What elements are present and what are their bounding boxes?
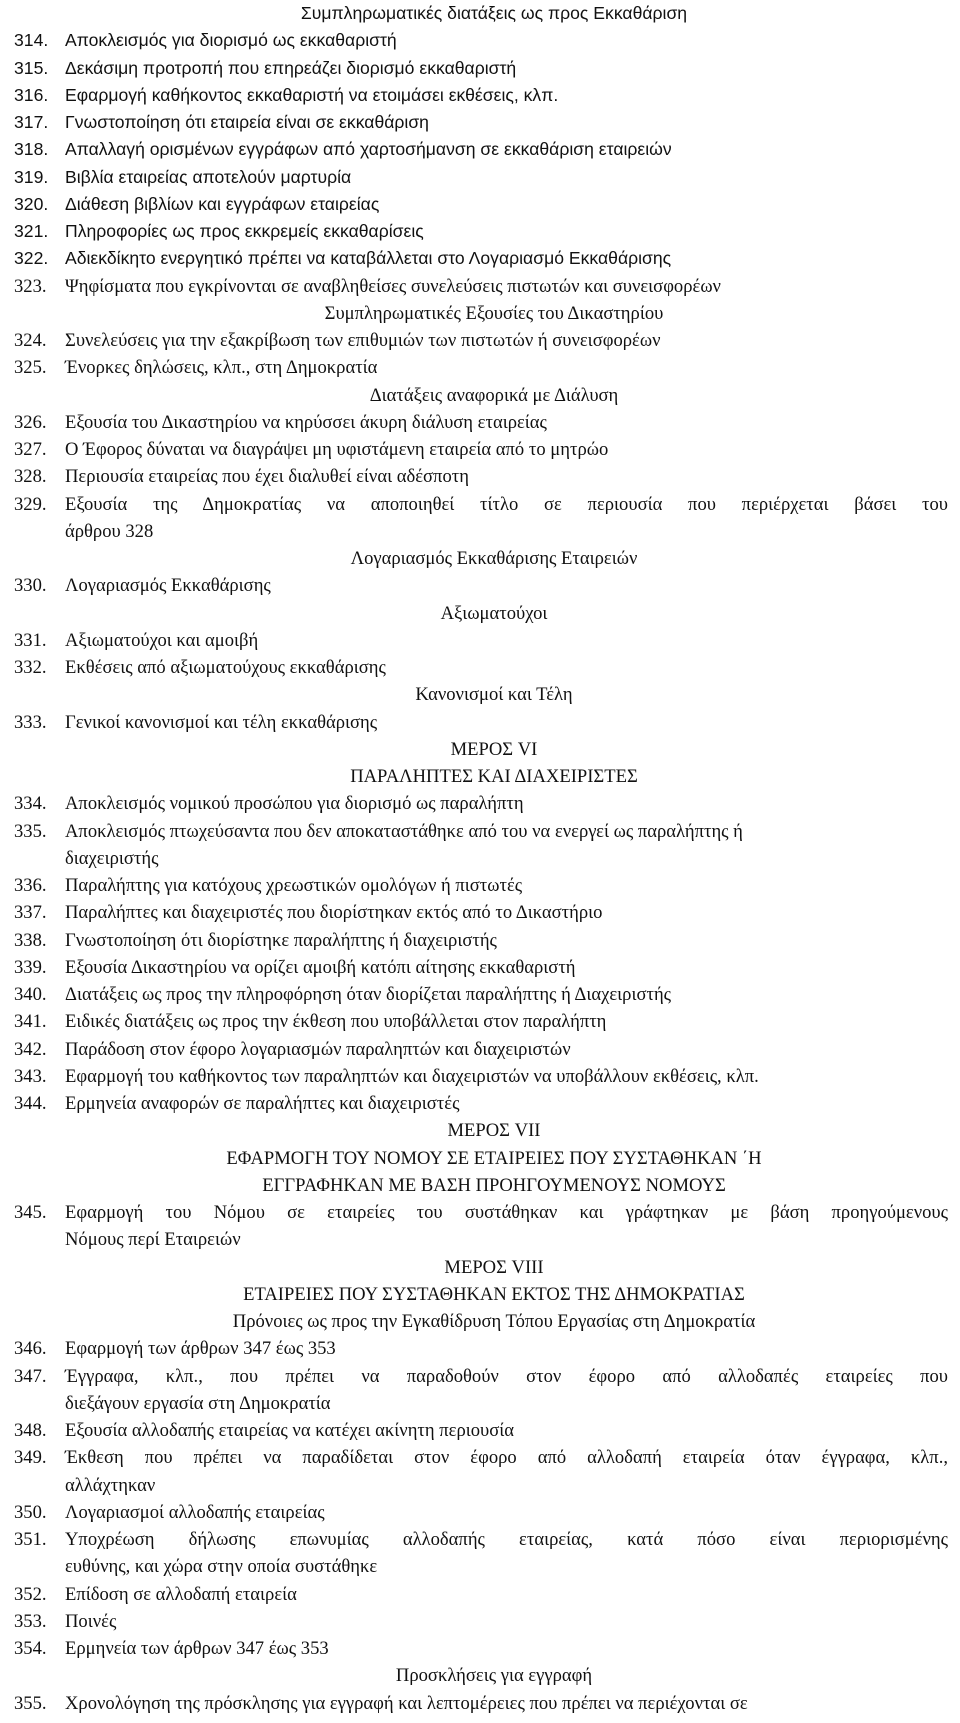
toc-entry bbox=[0, 136, 948, 163]
section-number: 317. bbox=[14, 112, 49, 132]
toc-entry bbox=[0, 954, 948, 981]
section-title: Αξιωματούχοι και αμοιβή bbox=[65, 629, 259, 651]
section-title: Αποκλεισμός πτωχεύσαντα που δεν αποκαταστάθηκε από του να ενεργεί ως παραλήπτης ή bbox=[65, 820, 743, 842]
toc-entry bbox=[0, 1090, 948, 1117]
toc-entry bbox=[0, 463, 948, 490]
section-number: 315. bbox=[14, 57, 49, 78]
section-title-continuation: άρθρου 328 bbox=[65, 520, 154, 542]
section-title: Ερμηνεία των άρθρων 347 έως 353 bbox=[65, 1638, 329, 1659]
section-heading: ΜΕΡΟΣ VI bbox=[450, 738, 538, 760]
section-number: 328. bbox=[14, 466, 47, 488]
section-title: Εξουσία του Δικαστηρίου να κηρύσσει άκυρη διάλυση εταιρείας bbox=[65, 411, 547, 433]
section-heading: ΕΓΓΡΑΦΗΚΑΝ ΜΕ ΒΑΣΗ ΠΡΟΗΓΟΥΜΕΝΟΥΣ ΝΟΜΟΥΣ bbox=[262, 1174, 726, 1196]
section-number: 343. bbox=[14, 1065, 47, 1087]
section-number: 332. bbox=[14, 657, 47, 678]
toc-entry bbox=[0, 1690, 948, 1717]
toc-entry bbox=[0, 899, 948, 926]
section-number: 352. bbox=[14, 1583, 47, 1605]
section-title: Ψηφίσματα που εγκρίνονται σε αναβληθείσες συνελεύσεις πιστωτών και συνεισφορέων bbox=[65, 275, 721, 297]
section-number: 346. bbox=[14, 1338, 47, 1360]
toc-entry bbox=[0, 627, 948, 654]
section-title-continuation: Νόμους περί Εταιρειών bbox=[65, 1229, 241, 1251]
section-title: Απαλλαγή ορισμένων εγγράφων από χαρτοσήμανση σε εκκαθάριση εταιρειών bbox=[65, 139, 672, 160]
section-title: Εφαρμογή του Νόμου σε εταιρείες του συστάθηκαν και γράφτηκαν με βάση προηγούμενους bbox=[65, 1202, 948, 1223]
section-number: 329. bbox=[14, 493, 47, 515]
toc-entry bbox=[0, 981, 948, 1008]
section-number: 322. bbox=[14, 248, 49, 269]
section-title: Εφαρμογή καθήκοντος εκκαθαριστή να ετοιμάσει εκθέσεις, κλπ. bbox=[65, 84, 559, 105]
section-title: Έκθεση που πρέπει να παραδίδεται στον έφορο από αλλοδαπή εταιρεία όταν έγγραφα, κλπ., bbox=[65, 1447, 948, 1469]
section-title: Εξουσία Δικαστηρίου να ορίζει αμοιβή κατόπι αίτησης εκκαθαριστή bbox=[65, 956, 576, 978]
toc-entry bbox=[0, 218, 948, 245]
section-title: Περιουσία εταιρείας που έχει διαλυθεί είναι αδέσποτη bbox=[65, 466, 469, 488]
section-title: Αδιεκδίκητο ενεργητικό πρέπει να καταβάλλεται στο Λογαριασμό Εκκαθάρισης bbox=[65, 248, 672, 269]
toc-entry bbox=[0, 1417, 948, 1444]
toc-entry bbox=[0, 245, 948, 272]
section-title: Εφαρμογή των άρθρων 347 έως 353 bbox=[65, 1338, 336, 1360]
section-number: 335. bbox=[14, 820, 47, 842]
section-number: 341. bbox=[14, 1011, 47, 1033]
section-title-continuation: διαχειριστής bbox=[65, 847, 159, 869]
toc-entry bbox=[0, 27, 948, 54]
section-number: 333. bbox=[14, 711, 47, 733]
section-number: 319. bbox=[14, 166, 49, 187]
section-number: 348. bbox=[14, 1420, 47, 1441]
toc-entry bbox=[0, 818, 948, 845]
section-title-continuation: διεξάγουν εργασία στη Δημοκρατία bbox=[65, 1392, 331, 1414]
section-number: 336. bbox=[14, 875, 47, 896]
section-title: Αποκλεισμός για διορισμό ως εκκαθαριστή bbox=[65, 30, 397, 51]
toc-entry bbox=[0, 1008, 948, 1035]
section-number: 351. bbox=[14, 1529, 47, 1550]
section-title: Λογαριασμός Εκκαθάρισης bbox=[65, 575, 271, 597]
section-title: Έγγραφα, κλπ., που πρέπει να παραδοθούν στον έφορο από αλλοδαπές εταιρείες που bbox=[65, 1365, 948, 1387]
section-title: Γνωστοποίηση ότι εταιρεία είναι σε εκκαθάριση bbox=[65, 112, 429, 132]
toc-entry bbox=[0, 409, 948, 436]
section-number: 330. bbox=[14, 575, 47, 597]
section-title: Ποινές bbox=[65, 1610, 117, 1632]
toc-entry bbox=[0, 1444, 948, 1471]
section-title: Γενικοί κανονισμοί και τέλη εκκαθάρισης bbox=[65, 711, 378, 733]
section-number: 349. bbox=[14, 1447, 47, 1469]
section-number: 316. bbox=[14, 84, 49, 105]
section-number: 344. bbox=[14, 1093, 47, 1114]
section-number: 350. bbox=[14, 1501, 47, 1523]
toc-entry-continuation bbox=[0, 1553, 948, 1580]
toc-entry bbox=[0, 436, 948, 463]
toc-entry bbox=[0, 164, 948, 191]
section-heading: Διατάξεις αναφορικά με Διάλυση bbox=[369, 384, 619, 406]
section-title: Παραλήπτες και διαχειριστές που διορίστηκαν εκτός από το Δικαστήριο bbox=[65, 902, 603, 924]
section-heading: ΜΕΡΟΣ VII bbox=[447, 1120, 541, 1142]
toc-entry bbox=[0, 709, 948, 736]
section-number: 320. bbox=[14, 193, 49, 214]
section-number: 321. bbox=[14, 221, 49, 241]
section-heading: ΜΕΡΟΣ VIII bbox=[444, 1256, 544, 1278]
section-title: Παράδοση στον έφορο λογαριασμών παραληπτών και διαχειριστών bbox=[65, 1038, 571, 1060]
section-title-continuation: ευθύνης, και χώρα στην οποία συστάθηκε bbox=[65, 1556, 378, 1578]
section-title: Βιβλία εταιρείας αποτελούν μαρτυρία bbox=[65, 166, 352, 187]
section-heading: Συμπληρωματικές Εξουσίες του Δικαστηρίου bbox=[324, 302, 664, 324]
toc-entry bbox=[0, 1363, 948, 1390]
toc-entry bbox=[0, 1199, 948, 1226]
toc-entry bbox=[0, 1036, 948, 1063]
toc-entry-continuation bbox=[0, 1390, 948, 1417]
section-title: Αποκλεισμός νομικού προσώπου για διορισμό ως παραλήπτη bbox=[65, 793, 524, 815]
section-number: 314. bbox=[14, 30, 49, 51]
section-title: Διατάξεις ως προς την πληροφόρηση όταν διορίζεται παραλήπτης ή Διαχειριστής bbox=[65, 984, 672, 1005]
toc-entry bbox=[0, 1608, 948, 1635]
toc-entry bbox=[0, 1063, 948, 1090]
section-heading: Προσκλήσεις για εγγραφή bbox=[395, 1665, 593, 1687]
section-title: Ο Έφορος δύναται να διαγράψει μη υφιστάμενη εταιρεία από το μητρώο bbox=[65, 439, 609, 460]
section-number: 318. bbox=[14, 139, 49, 160]
section-heading: Λογαριασμός Εκκαθάρισης Εταιρειών bbox=[350, 548, 638, 569]
toc-entry-continuation bbox=[0, 1226, 948, 1253]
toc-entry bbox=[0, 927, 948, 954]
section-title: Ένορκες δηλώσεις, κλπ., στη Δημοκρατία bbox=[65, 357, 378, 379]
section-number: 331. bbox=[14, 629, 47, 651]
section-number: 323. bbox=[14, 275, 47, 297]
section-heading: ΕΤΑΙΡΕΙΕΣ ΠΟΥ ΣΥΣΤΑΘΗΚΑΝ ΕΚΤΟΣ ΤΗΣ ΔΗΜΟΚΡΑΤΙΑΣ bbox=[243, 1283, 745, 1305]
section-number: 342. bbox=[14, 1038, 47, 1060]
section-number: 327. bbox=[14, 439, 47, 460]
section-title: Συνελεύσεις για την εξακρίβωση των επιθυμιών των πιστωτών ή συνεισφορέων bbox=[65, 330, 661, 351]
section-number: 354. bbox=[14, 1638, 47, 1659]
section-title: Ερμηνεία αναφορών σε παραλήπτες και διαχειριστές bbox=[65, 1093, 460, 1114]
section-title-continuation: αλλάχτηκαν bbox=[65, 1474, 156, 1496]
toc-entry-continuation bbox=[0, 845, 948, 872]
section-title: Διάθεση βιβλίων και εγγράφων εταιρείας bbox=[65, 193, 380, 214]
section-title: Δεκάσιμη προτροπή που επηρεάζει διορισμό εκκαθαριστή bbox=[65, 57, 517, 78]
section-number: 353. bbox=[14, 1610, 47, 1632]
section-heading: Πρόνοιες ως προς την Εγκαθίδρυση Τόπου Εργασίας στη Δημοκρατία bbox=[232, 1311, 756, 1332]
section-number: 338. bbox=[14, 929, 47, 951]
toc-entry bbox=[0, 55, 948, 82]
section-number: 334. bbox=[14, 793, 47, 815]
section-number: 337. bbox=[14, 902, 47, 924]
section-title: Γνωστοποίηση ότι διορίστηκε παραλήπτης ή διαχειριστής bbox=[65, 929, 497, 951]
toc-entry bbox=[0, 872, 948, 899]
toc-entry bbox=[0, 273, 948, 300]
section-number: 345. bbox=[14, 1202, 47, 1223]
section-number: 339. bbox=[14, 956, 47, 978]
section-heading: ΕΦΑΡΜΟΓΗ ΤΟΥ ΝΟΜΟΥ ΣΕ ΕΤΑΙΡΕΙΕΣ ΠΟΥ ΣΥΣΤΑΘΗΚΑΝ ΄Η bbox=[226, 1147, 762, 1169]
section-title: Εφαρμογή του καθήκοντος των παραληπτών και διαχειριστών να υποβάλλουν εκθέσεις, κλπ. bbox=[65, 1065, 759, 1087]
section-title: Χρονολόγηση της πρόσκλησης για εγγραφή και λεπτομέρειες που πρέπει να περιέχονται σε bbox=[65, 1692, 748, 1714]
section-title: Ειδικές διατάξεις ως προς την έκθεση που υποβάλλεται στον παραλήπτη bbox=[65, 1011, 607, 1033]
section-title: Λογαριασμοί αλλοδαπής εταιρείας bbox=[65, 1501, 325, 1523]
toc-entry bbox=[0, 1635, 948, 1662]
section-title: Παραλήπτης για κατόχους χρεωστικών ομολόγων ή πιστωτές bbox=[65, 875, 523, 896]
toc-entry bbox=[0, 790, 948, 817]
section-number: 347. bbox=[14, 1365, 47, 1387]
section-number: 340. bbox=[14, 984, 47, 1005]
toc-entry bbox=[0, 1499, 948, 1526]
section-heading: Κανονισμοί και Τέλη bbox=[415, 684, 573, 706]
toc-entry bbox=[0, 1581, 948, 1608]
toc-entry-continuation bbox=[0, 518, 948, 545]
section-heading: ΠΑΡΑΛΗΠΤΕΣ ΚΑΙ ΔΙΑΧΕΙΡΙΣΤΕΣ bbox=[350, 766, 638, 787]
section-number: 324. bbox=[14, 330, 47, 351]
toc-entry bbox=[0, 191, 948, 218]
section-title: Εξουσία αλλοδαπής εταιρείας να κατέχει ακίνητη περιουσία bbox=[65, 1420, 515, 1441]
toc-entry bbox=[0, 327, 948, 354]
toc-entry bbox=[0, 654, 948, 681]
section-heading: Συμπληρωματικές διατάξεις ως προς Εκκαθάριση bbox=[300, 3, 688, 23]
section-title: Εξουσία της Δημοκρατίας να αποποιηθεί τίτλο σε περιουσία που περιέρχεται βάσει του bbox=[65, 493, 948, 515]
toc-entry bbox=[0, 1526, 948, 1553]
section-number: 325. bbox=[14, 357, 47, 379]
section-heading: Αξιωματούχοι bbox=[440, 602, 548, 624]
section-title: Εκθέσεις από αξιωματούχους εκκαθάρισης bbox=[65, 657, 386, 678]
toc-entry bbox=[0, 1335, 948, 1362]
toc-entry-continuation bbox=[0, 1472, 948, 1499]
toc-entry bbox=[0, 572, 948, 599]
section-number: 326. bbox=[14, 411, 47, 433]
section-number: 355. bbox=[14, 1692, 47, 1714]
section-title: Επίδοση σε αλλοδαπή εταιρεία bbox=[65, 1583, 297, 1605]
toc-entry bbox=[0, 354, 948, 381]
toc-entry bbox=[0, 82, 948, 109]
section-title: Πληροφορίες ως προς εκκρεμείς εκκαθαρίσεις bbox=[65, 221, 424, 241]
toc-entry bbox=[0, 109, 948, 136]
section-title: Υποχρέωση δήλωσης επωνυμίας αλλοδαπής εταιρείας, κατά πόσο είναι περιορισμένης bbox=[65, 1529, 948, 1550]
toc-entry bbox=[0, 491, 948, 518]
